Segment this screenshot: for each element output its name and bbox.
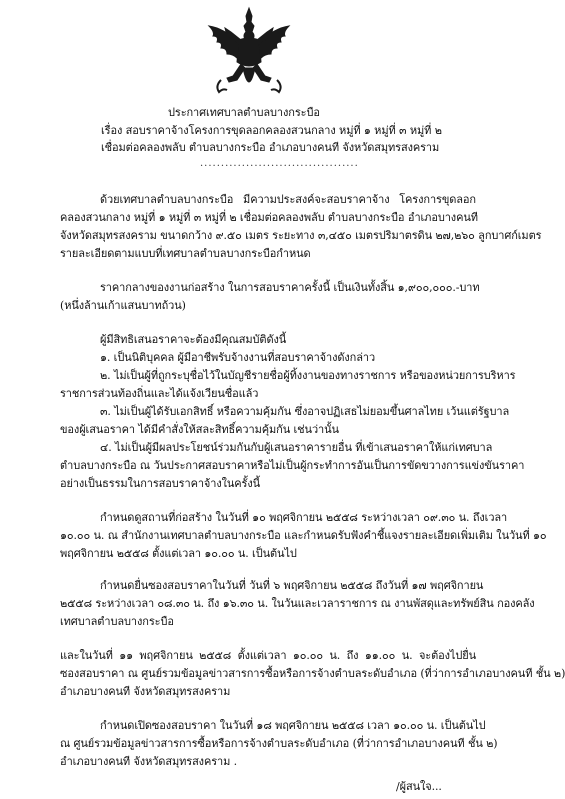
submission-2-line-1: และในวันที่ ๑๑ พฤศจิกายน ๒๕๕๘ ตั้งแต่เวลา ๑๐.๐๐ น. ถึง ๑๑.๐๐ น. จะต้องไปยื่น xyxy=(60,649,476,662)
qualification-1: ๑. เป็นนิติบุคคล ผู้มีอาชีพรับจ้างงานที่สอบราคาจ้างดังกล่าว xyxy=(100,351,376,364)
continuation-marker: /ผู้สนใจ... xyxy=(396,780,442,793)
paragraph-1-line-3: จังหวัดสมุทรสงคราม ขนาดกว้าง ๙.๕๐ เมตร ระยะทาง ๓,๔๕๐ เมตรปริมาตรดิน ๒๗,๒๖๐ ลูกบาศก์เมตร xyxy=(60,229,542,242)
garuda-emblem-icon xyxy=(205,6,293,98)
qualification-3-line-2: ของผู้เสนอราคา ได้มีคำสั่งให้สละสิทธิ์ความคุ้มกัน เช่นว่านั้น xyxy=(60,423,339,436)
opening-line-2: ณ ศูนย์รวมข้อมูลข่าวสารการซื้อหรือการจ้างตำบลระดับอำเภอ (ที่ว่าการอำเภอบางคนที ชั้น ๒) xyxy=(60,737,498,750)
submission-line-1: กำหนดยื่นซองสอบราคาในวันที่ วันที่ ๖ พฤศจิกายน ๒๕๕๘ ถึงวันที่ ๑๗ พฤศจิกายน xyxy=(100,579,484,592)
submission-2-line-2: ซองสอบราคา ณ ศูนย์รวมข้อมูลข่าวสารการซื้อหรือการจ้างตำบลระดับอำเภอ (ที่ว่าการอำเภอบางคนที ชั้น ๒) xyxy=(60,667,565,680)
opening-line-3: อำเภอบางคนที จังหวัดสมุทรสงคราม . xyxy=(60,755,238,768)
site-visit-line-3: พฤศจิกายน ๒๕๕๘ ตั้งแต่เวลา ๑๐.๐๐ น. เป็นต้นไป xyxy=(60,547,297,560)
qualification-4-line-2: ตำบลบางกระบือ ณ วันประกาศสอบราคาหรือไม่เป็นผู้กระทำการอันเป็นการขัดขวางการแข่งขันราคา xyxy=(60,459,525,472)
submission-2-line-3: อำเภอบางคนที จังหวัดสมุทรสงคราม xyxy=(60,685,231,698)
qualification-2-line-2: ราชการส่วนท้องถิ่นและได้แจ้งเวียนชื่อแล้ว xyxy=(60,387,259,400)
paragraph-2-line-2: (หนึ่งล้านเก้าแสนบาทถ้วน) xyxy=(60,299,186,312)
site-visit-line-1: กำหนดดูสถานที่ก่อสร้าง ในวันที่ ๑๐ พฤศจิกายน ๒๕๕๘ ระหว่างเวลา ๐๙.๓๐ น. ถึงเวลา xyxy=(100,511,508,524)
qualification-4-line-1: ๔. ไม่เป็นผู้มีผลประโยชน์ร่วมกันกับผู้เสนอราคารายอื่น ที่เข้าเสนอราคาให้แก่เทศบาล xyxy=(100,441,493,454)
subject-line-1: เรื่อง สอบราคาจ้างโครงการขุดลอกคลองสวนกลาง หมู่ที่ ๑ หมู่ที่ ๓ หมู่ที่ ๒ xyxy=(101,124,442,137)
site-visit-line-2: ๑๐.๐๐ น. ณ สำนักงานเทศบาลตำบลบางกระบือ และกำหนดรับฟังคำชี้แจงรายละเอียดเพิ่มเติม ในวันที่ ๑๐ xyxy=(60,529,547,542)
qualification-3-line-1: ๓. ไม่เป็นผู้ได้รับเอกสิทธิ์ หรือความคุ้มกัน ซึ่งอาจปฏิเสธไม่ยอมขึ้นศาลไทย เว้นแต่รัฐบาล xyxy=(100,405,510,418)
submission-line-2: ๒๕๕๘ ระหว่างเวลา ๐๘.๓๐ น. ถึง ๑๖.๓๐ น. ในวันและเวลาราชการ ณ งานพัสดุและทรัพย์สิน กองคลัง xyxy=(60,597,535,610)
paragraph-1-line-4: รายละเอียดตามแบบที่เทศบาลตำบลบางกระบือกำหนด xyxy=(60,247,311,260)
qualification-4-line-3: อย่างเป็นธรรมในการสอบราคาจ้างในครั้งนี้ xyxy=(60,477,261,490)
separator-dots: ...................................... xyxy=(200,158,359,169)
submission-line-3: เทศบาลตำบลบางกระบือ xyxy=(60,615,174,628)
org-title: ประกาศเทศบาลตำบลบางกระบือ xyxy=(168,106,320,119)
paragraph-1-line-1: ด้วยเทศบาลตำบลบางกระบือ มีความประสงค์จะสอบราคาจ้าง โครงการขุดลอก xyxy=(100,193,476,206)
subject-line-2: เชื่อมต่อคลองพลับ ตำบลบางกระบือ อำเภอบางคนที จังหวัดสมุทรสงคราม xyxy=(101,141,440,154)
opening-line-1: กำหนดเปิดซองสอบราคา ในวันที่ ๑๘ พฤศจิกายน ๒๕๕๘ เวลา ๑๐.๐๐ น. เป็นต้นไป xyxy=(100,719,486,732)
paragraph-1-line-2: คลองสวนกลาง หมู่ที่ ๑ หมู่ที่ ๓ หมู่ที่ ๒ เชื่อมต่อคลองพลับ ตำบลบางกระบือ อำเภอบางคนที xyxy=(60,211,478,224)
qualifications-title: ผู้มีสิทธิเสนอราคาจะต้องมีคุณสมบัติดังนี้ xyxy=(100,333,287,346)
paragraph-2-line-1: ราคากลางของงานก่อสร้าง ในการสอบราคาครั้งนี้ เป็นเงินทั้งสิ้น ๑,๙๐๐,๐๐๐.-บาท xyxy=(100,281,480,294)
qualification-2-line-1: ๒. ไม่เป็นผู้ที่ถูกระบุชื่อไว้ในบัญชีรายชื่อผู้ทิ้งงานของทางราชการ หรือของหน่วยการบริหาร xyxy=(100,369,516,382)
